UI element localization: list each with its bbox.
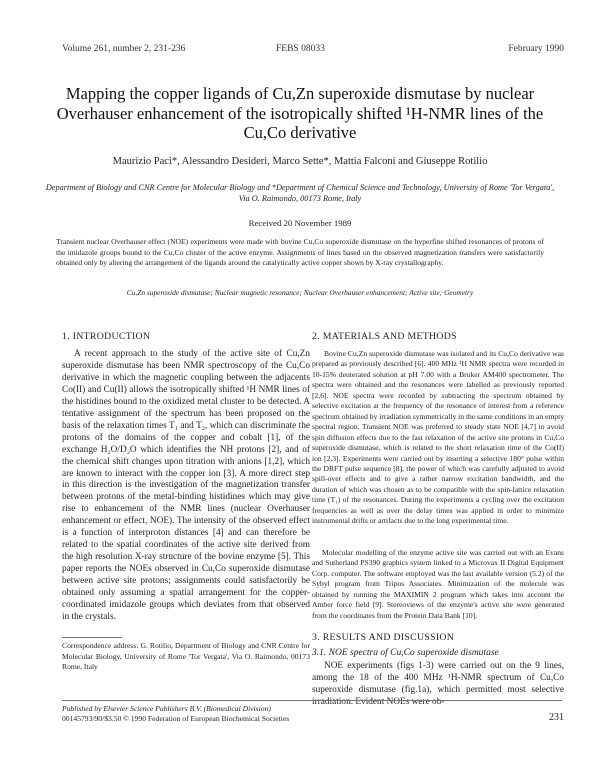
results-heading: 3. RESULTS AND DISCUSSION bbox=[312, 632, 455, 643]
header-volume: Volume 261, number 2, 231-236 bbox=[62, 44, 186, 54]
page-number: 231 bbox=[549, 712, 564, 723]
footer bbox=[62, 704, 289, 724]
paper-title: Mapping the copper ligands of Cu,Zn superoxide dismutase by nuclear Overhauser enhancement of the isotropically shifted ¹H-NMR lines of the Cu,Co derivative bbox=[56, 84, 544, 142]
results-subheading: 3.1. NOE spectra of Cu,Co superoxide dismutase bbox=[312, 648, 499, 658]
header-journal: FEBS 08033 bbox=[276, 44, 325, 54]
abstract: Transient nuclear Overhauser effect (NOE) experiments were made with bovine Cu,Co superoxide dismutase on the hyperfine shifted resonances of protons of the imidazole groups bound to the Cu,Co cluster of the active enzyme. Assignments of lines based on the observed magnetization transfers were satisfactorily obtained only by altering the arrangement of the ligands around the catalytically active copper shown by X-ray crystallography. bbox=[56, 237, 544, 267]
affiliation: Department of Biology and CNR Centre for Molecular Biology and *Department of Chemical Science and Technology, University of Rome 'Tor Vergata', Via O. Raimondo, 00173 Rome, Italy bbox=[45, 183, 555, 203]
publisher-line: Published by Elsevier Science Publishers B.V. (Biomedical Division) bbox=[62, 704, 271, 713]
methods-paragraph-1: Bovine Cu,Zn superoxide dismutase was isolated and its Cu,Co derivative was prepared as previously described [6]. 400 MHz ¹H NMR spectra were recorded in 10-15% deuterated solution at pH 7.00 with a Bruker AM400 spectrometer. The spectra were obtained and the resonances were labelled as previously reported [2,6]. NOE spectra were recorded by subtracting the spectrum obtained by selective excitation at the frequency of the resonance of interest from a reference spectrum obtained by irradiation symmetrically in the same conditions in an empty spectral region. Transient NOE was preferred to steady state NOE [4,7] to avoid spin diffusion effects due to the fast relaxation of the active site protons in Cu,Co superoxide dismutase, which is related to the short relaxation time of the Co(II) ion [2,3]. Experiments were carried out by inserting a selective 180° pulse within the DRFT pulse sequence [8], the power of which was carefully adjusted to avoid spill-over effects and to give a rather narrow excitation bandwidth, and the duration of which was chosen as to be compatible with the spin-lattice relaxation time (T₁) of the resonances. During the experiments a cycling over the excitation frequencies as well as over the delay times was applied in order to minimize instrumental drifts or artifacts due to the long experimental time. bbox=[312, 349, 565, 526]
copyright-line: 00145793/90/$3.50 © 1990 Federation of European Biochemical Societies bbox=[62, 714, 290, 723]
intro-heading: 1. INTRODUCTION bbox=[62, 331, 151, 342]
keywords: Cu,Zn superoxide dismutase; Nuclear magnetic resonance; Nuclear Overhauser enhancement; Active site; Geometry bbox=[126, 288, 474, 297]
methods-heading: 2. MATERIALS AND METHODS bbox=[312, 331, 457, 342]
header-date: February 1990 bbox=[508, 44, 564, 54]
intro-text: A recent approach to the study of the active site of Cu,Zn superoxide dismutase has been NMR spectroscopy of the Cu,Co derivative in which the magnetic coupling between the adjacents Co(II) and Cu(II) allows the isotropically shifted ¹H NMR lines of the histidines bound to the oxidized metal cluster to be detected. A tentative assignment of the spectrum has been proposed on the basis of the relaxation times T₁ and T₂, which can discriminate the protons of the domains of the copper and cobalt [1], of the exchange H₂O/D₂O which identifies the NH protons [2], and of the chemical shift changes upon titration with anions [1,2], which are known to interact with the copper ion [3]. A more direct step in this direction is the investigation of the magnetization transfer between protons of the metal-binding histidines which may give rise to enhancement of the NMR lines (nuclear Overhauser enhancement or effect, NOE). The intensity of the observed effect is a function of interproton distances [4] and can therefore be related to the spatial coordinates of the active site derived from the high resolution X-ray structure of the bovine enzyme [5]. This paper reports the NOEs observed in Cu,Co superoxide dismutase between active site protons; assignments could satisfactorily be obtained only assuming a spatial arrangement for the copper-coordinated imidazole groups which deviates from that observed in the crystals. bbox=[62, 349, 310, 622]
correspondence-rule bbox=[62, 637, 122, 638]
authors: Maurizio Paci*, Alessandro Desideri, Marco Sette*, Mattia Falconi and Giuseppe Rotilio bbox=[112, 156, 488, 167]
results-text: NOE experiments (figs 1-3) were carried out on the 9 lines, among the 18 of the 400 MHz ¹H-NMR spectrum of Cu,Co superoxide dismutase (fig.1a), which permitted most selective irradiation. Evident NOEs were ob- bbox=[312, 661, 564, 707]
correspondence-address: Correspondence address: G. Rotilio, Department of Biology and CNR Centre for Molecular Biology, University of Rome 'Tor Vergata', Via O. Raimondo, 00173 Rome, Italy bbox=[62, 641, 310, 671]
received-date: Received 20 November 1989 bbox=[248, 218, 352, 228]
methods-paragraph-2: Molecular modelling of the enzyme active site was carried out with an Evans and Sutherland PS390 graphics system linked to a Microvax II Digital Equipment Corp. computer. The software employed was the last available version (5.2) of the Sybyl program from Tripos Associates. Minimization of the molecule was obtained by running the MAXIMIN 2 program which takes into account the Amber force field [9]. Stereoviews of the enzyme's active site were generated from the coordinates from the Protein Data Bank [10]. bbox=[312, 548, 564, 620]
footer-rule bbox=[62, 700, 562, 701]
